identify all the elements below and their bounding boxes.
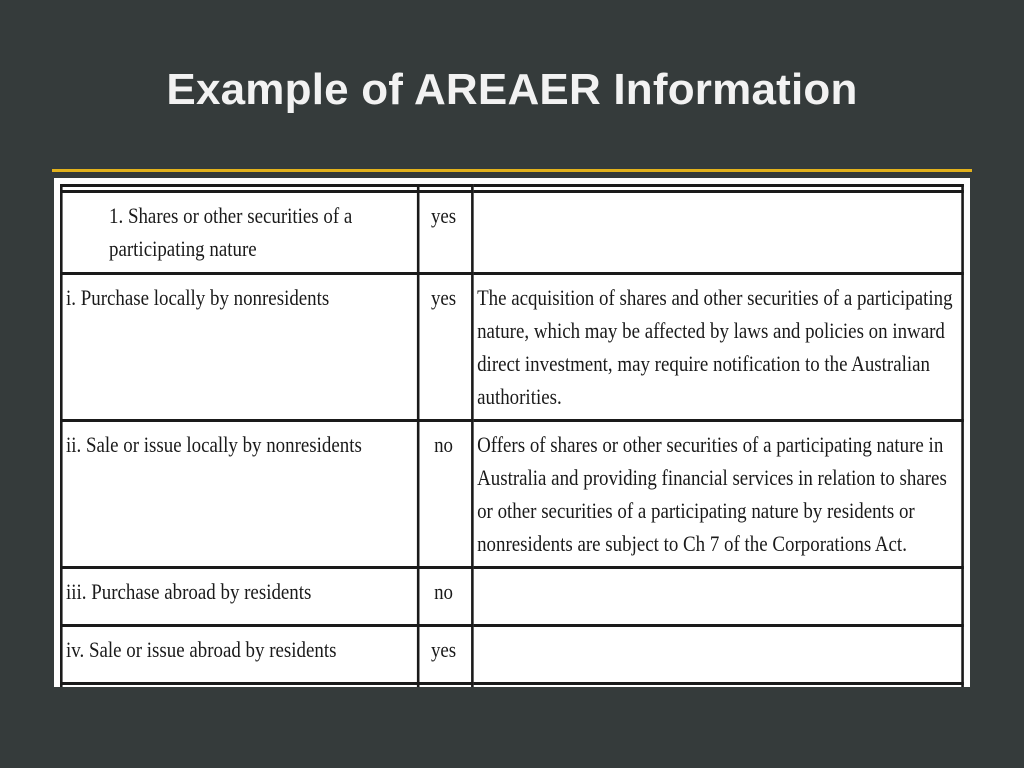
item-cell: i. Purchase locally by nonresidents (61, 274, 418, 421)
answer-cell: yes (418, 274, 472, 421)
title-underline-rule (52, 169, 972, 172)
table-row (61, 192, 962, 274)
item-cell: 1. Shares or other securities of a participating nature (61, 192, 418, 274)
answer-cell: yes (418, 192, 472, 274)
areaer-table (60, 184, 964, 687)
answer-cell: yes (418, 626, 472, 684)
description-cell: Offers of shares or other securities of a participating nature in Australia and providing financial services in relation to shares or other securities of a participating nature by residents or nonresidents are subject to Ch 7 of the Corporations Act. (472, 421, 962, 568)
description-cell (472, 568, 962, 626)
description-cell: The acquisition of shares and other securities of a participating nature, which may be affected by laws and policies on inward direct investment, may require notification to the Australian authorities. (472, 274, 962, 421)
item-cell: ii. Sale or issue locally by nonresidents (61, 421, 418, 568)
table-row (61, 626, 962, 684)
table-row (61, 568, 962, 626)
areaer-table-image (54, 178, 970, 687)
slide-title: Example of AREAER Information (166, 65, 858, 114)
table-row (61, 274, 962, 421)
answer-cell: no (418, 568, 472, 626)
item-cell: iv. Sale or issue abroad by residents (61, 626, 418, 684)
description-cell (472, 626, 962, 684)
table-row (61, 421, 962, 568)
item-cell: iii. Purchase abroad by residents (61, 568, 418, 626)
table-row-cutoff (61, 684, 962, 688)
answer-cell: no (418, 421, 472, 568)
table-cell (61, 684, 418, 688)
table-cell (472, 684, 962, 688)
table-cell (418, 684, 472, 688)
description-cell (472, 192, 962, 274)
